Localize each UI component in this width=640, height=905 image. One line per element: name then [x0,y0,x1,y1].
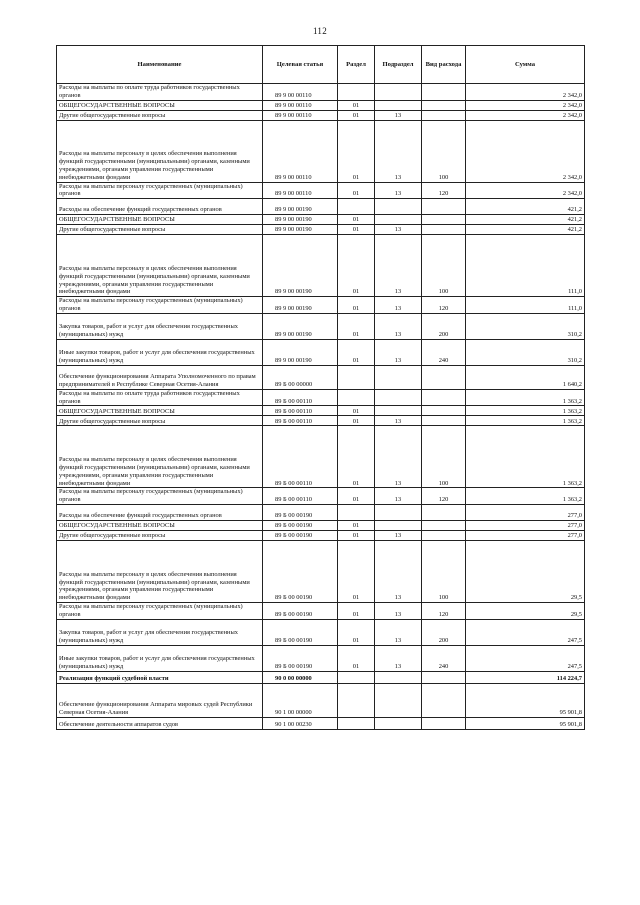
table-row [57,540,585,602]
header-summa: Сумма [466,46,585,84]
table-row [57,406,585,416]
cell-code: 89 9 00 00110 [263,182,338,199]
cell-summa: 95 901,8 [466,717,585,729]
cell-name: Расходы на выплаты персоналу в целях обеспечения выполнения функций государственными (муниципальными) органами, казенными учреждениями, органами управления государственными внебюджетными фондами [57,540,263,602]
table-row [57,645,585,671]
cell-vid [422,717,466,729]
cell-name: ОБЩЕГОСУДАРСТВЕННЫЕ ВОПРОСЫ [57,100,263,110]
cell-vid: 200 [422,313,466,339]
cell-code: 90 1 00 00230 [263,717,338,729]
cell-summa: 310,2 [466,313,585,339]
cell-vid: 100 [422,540,466,602]
cell-summa: 2 342,0 [466,84,585,101]
cell-podrazdel: 13 [375,297,422,314]
cell-name: Обеспечение функционирования Аппарата Уполномоченного по правам предпринимателей в Республике Северная Осетия-Алания [57,365,263,389]
cell-vid: 120 [422,182,466,199]
cell-vid [422,84,466,101]
cell-podrazdel: 13 [375,182,422,199]
table-row [57,717,585,729]
cell-summa: 421,2 [466,199,585,215]
cell-vid [422,683,466,717]
cell-summa: 421,2 [466,215,585,225]
cell-podrazdel [375,520,422,530]
cell-code: 89 Б 00 00190 [263,504,338,520]
cell-razdel [338,365,375,389]
header-podrazdel: Подраздел [375,46,422,84]
cell-vid [422,406,466,416]
cell-vid [422,416,466,426]
cell-vid [422,504,466,520]
cell-podrazdel: 13 [375,488,422,505]
cell-vid: 120 [422,602,466,619]
cell-vid: 240 [422,339,466,365]
cell-name: Другие общегосударственные вопросы [57,225,263,235]
cell-summa: 95 901,8 [466,683,585,717]
cell-vid: 100 [422,426,466,488]
cell-vid [422,365,466,389]
cell-vid [422,389,466,406]
cell-code: 89 9 00 00190 [263,235,338,297]
cell-code: 89 Б 00 00190 [263,520,338,530]
cell-summa: 2 342,0 [466,110,585,120]
cell-vid [422,671,466,683]
cell-razdel: 01 [338,110,375,120]
table-row [57,426,585,488]
cell-name: ОБЩЕГОСУДАРСТВЕННЫЕ ВОПРОСЫ [57,520,263,530]
cell-code: 89 9 00 00190 [263,199,338,215]
cell-podrazdel [375,100,422,110]
table-row [57,225,585,235]
cell-razdel: 01 [338,540,375,602]
cell-name: Обеспечение деятельности аппаратов судов [57,717,263,729]
cell-code: 89 Б 00 00110 [263,426,338,488]
cell-code: 89 9 00 00190 [263,339,338,365]
cell-razdel: 01 [338,100,375,110]
cell-razdel: 01 [338,602,375,619]
cell-name: Обеспечение функционирования Аппарата мировых судей Республики Северная Осетия-Алания [57,683,263,717]
cell-podrazdel: 13 [375,602,422,619]
cell-name: Расходы на выплаты персоналу государственных (муниципальных) органов [57,602,263,619]
table-row [57,488,585,505]
cell-name: Расходы на выплаты персоналу государственных (муниципальных) органов [57,182,263,199]
cell-vid [422,530,466,540]
cell-podrazdel [375,717,422,729]
budget-table [56,45,585,730]
cell-code: 89 9 00 00110 [263,120,338,182]
cell-summa: 277,0 [466,504,585,520]
cell-podrazdel: 13 [375,235,422,297]
cell-name: Другие общегосударственные вопросы [57,110,263,120]
cell-summa: 114 224,7 [466,671,585,683]
table-row [57,215,585,225]
cell-vid: 240 [422,645,466,671]
cell-podrazdel: 13 [375,313,422,339]
cell-razdel: 01 [338,488,375,505]
cell-podrazdel [375,365,422,389]
table-row [57,313,585,339]
cell-code: 89 9 00 00110 [263,110,338,120]
cell-razdel: 01 [338,619,375,645]
cell-name: Расходы на выплаты по оплате труда работников государственных органов [57,389,263,406]
cell-vid [422,520,466,530]
cell-razdel [338,389,375,406]
cell-code: 89 Б 00 00190 [263,530,338,540]
cell-podrazdel: 13 [375,530,422,540]
cell-name: Расходы на выплаты персоналу государственных (муниципальных) органов [57,297,263,314]
cell-razdel: 01 [338,225,375,235]
table-row [57,683,585,717]
cell-summa: 2 342,0 [466,120,585,182]
cell-razdel [338,84,375,101]
table-row [57,389,585,406]
cell-code: 89 Б 00 00190 [263,619,338,645]
cell-name: Закупка товаров, работ и услуг для обеспечения государственных (муниципальных) нужд [57,619,263,645]
cell-code: 89 Б 00 00110 [263,416,338,426]
table-row [57,530,585,540]
cell-razdel: 01 [338,235,375,297]
cell-vid: 120 [422,488,466,505]
cell-summa: 1 363,2 [466,426,585,488]
cell-code: 89 9 00 00190 [263,225,338,235]
cell-summa: 2 342,0 [466,182,585,199]
cell-vid [422,225,466,235]
cell-podrazdel: 13 [375,339,422,365]
cell-podrazdel: 13 [375,110,422,120]
cell-summa: 247,5 [466,619,585,645]
cell-podrazdel [375,84,422,101]
cell-razdel: 01 [338,215,375,225]
header-vid: Вид расхода [422,46,466,84]
table-row [57,100,585,110]
table-row [57,365,585,389]
cell-name: Закупка товаров, работ и услуг для обеспечения государственных (муниципальных) нужд [57,313,263,339]
cell-podrazdel [375,215,422,225]
cell-razdel: 01 [338,645,375,671]
cell-summa: 29,5 [466,540,585,602]
cell-name: Расходы на выплаты персоналу в целях обеспечения выполнения функций государственными (муниципальными) органами, казенными учреждениями, органами управления государственными внебюджетными фондами [57,426,263,488]
table-row [57,84,585,101]
cell-code: 89 9 00 00190 [263,215,338,225]
cell-razdel: 01 [338,339,375,365]
cell-summa: 1 363,2 [466,488,585,505]
header-name: Наименование [57,46,263,84]
cell-code: 89 Б 00 00190 [263,645,338,671]
header-razdel: Раздел [338,46,375,84]
cell-summa: 1 363,2 [466,389,585,406]
cell-name: ОБЩЕГОСУДАРСТВЕННЫЕ ВОПРОСЫ [57,215,263,225]
cell-summa: 277,0 [466,530,585,540]
cell-summa: 1 640,2 [466,365,585,389]
cell-razdel: 01 [338,120,375,182]
cell-name: Другие общегосударственные вопросы [57,530,263,540]
cell-summa: 111,0 [466,297,585,314]
cell-name: Расходы на выплаты персоналу в целях обеспечения выполнения функций государственными (муниципальными) органами, казенными учреждениями, органами управления государственными внебюджетными фондами [57,120,263,182]
header-code: Целевая статья [263,46,338,84]
table-row [57,182,585,199]
table-row [57,416,585,426]
cell-vid [422,110,466,120]
cell-name: Расходы на выплаты персоналу государственных (муниципальных) органов [57,488,263,505]
cell-summa: 29,5 [466,602,585,619]
cell-summa: 247,5 [466,645,585,671]
cell-razdel [338,199,375,215]
cell-podrazdel [375,683,422,717]
cell-summa: 111,0 [466,235,585,297]
cell-vid [422,199,466,215]
cell-vid: 100 [422,120,466,182]
cell-code: 89 Б 00 00110 [263,488,338,505]
cell-code: 89 9 00 00110 [263,84,338,101]
cell-name: ОБЩЕГОСУДАРСТВЕННЫЕ ВОПРОСЫ [57,406,263,416]
table-row [57,504,585,520]
cell-code: 89 Б 00 00000 [263,365,338,389]
cell-code: 89 9 00 00190 [263,313,338,339]
cell-podrazdel [375,671,422,683]
cell-podrazdel: 13 [375,645,422,671]
table-row [57,235,585,297]
cell-podrazdel [375,199,422,215]
cell-vid [422,100,466,110]
cell-razdel [338,717,375,729]
cell-vid: 100 [422,235,466,297]
table-row [57,619,585,645]
table-body [57,84,585,730]
cell-summa: 421,2 [466,225,585,235]
cell-razdel: 01 [338,406,375,416]
table-row [57,297,585,314]
cell-razdel [338,504,375,520]
table-row [57,520,585,530]
cell-name: Расходы на обеспечение функций государственных органов [57,504,263,520]
table-row [57,671,585,683]
cell-razdel: 01 [338,416,375,426]
cell-summa: 310,2 [466,339,585,365]
cell-code: 89 Б 00 00110 [263,406,338,416]
cell-razdel: 01 [338,182,375,199]
cell-razdel: 01 [338,313,375,339]
cell-name: Расходы на выплаты по оплате труда работников государственных органов [57,84,263,101]
table-row [57,602,585,619]
cell-podrazdel [375,406,422,416]
cell-name: Иные закупки товаров, работ и услуг для обеспечения государственных (муниципальных) нужд [57,339,263,365]
header-row [57,46,585,84]
cell-code: 90 0 00 00000 [263,671,338,683]
cell-name: Другие общегосударственные вопросы [57,416,263,426]
cell-razdel [338,683,375,717]
cell-code: 89 9 00 00190 [263,297,338,314]
cell-name: Иные закупки товаров, работ и услуг для обеспечения государственных (муниципальных) нужд [57,645,263,671]
cell-name: Расходы на выплаты персоналу в целях обеспечения выполнения функций государственными (муниципальными) органами, казенными учреждениями, органами управления государственными внебюджетными фондами [57,235,263,297]
cell-razdel: 01 [338,530,375,540]
cell-vid: 120 [422,297,466,314]
table-row [57,199,585,215]
cell-vid: 200 [422,619,466,645]
cell-summa: 1 363,2 [466,406,585,416]
cell-code: 89 Б 00 00190 [263,602,338,619]
table-row [57,339,585,365]
cell-code: 89 9 00 00110 [263,100,338,110]
cell-podrazdel [375,389,422,406]
cell-podrazdel: 13 [375,540,422,602]
table-row [57,120,585,182]
cell-podrazdel: 13 [375,619,422,645]
cell-summa: 2 342,0 [466,100,585,110]
table-row [57,110,585,120]
cell-podrazdel: 13 [375,426,422,488]
cell-podrazdel: 13 [375,225,422,235]
cell-summa: 277,0 [466,520,585,530]
cell-code: 89 Б 00 00110 [263,389,338,406]
page-number: 112 [312,26,328,36]
cell-code: 90 1 00 00000 [263,683,338,717]
cell-razdel: 01 [338,297,375,314]
cell-podrazdel [375,504,422,520]
cell-name: Расходы на обеспечение функций государственных органов [57,199,263,215]
cell-podrazdel: 13 [375,416,422,426]
cell-summa: 1 363,2 [466,416,585,426]
cell-razdel: 01 [338,426,375,488]
cell-razdel [338,671,375,683]
cell-code: 89 Б 00 00190 [263,540,338,602]
cell-podrazdel: 13 [375,120,422,182]
cell-razdel: 01 [338,520,375,530]
cell-vid [422,215,466,225]
cell-name: Реализация функций судебной власти [57,671,263,683]
